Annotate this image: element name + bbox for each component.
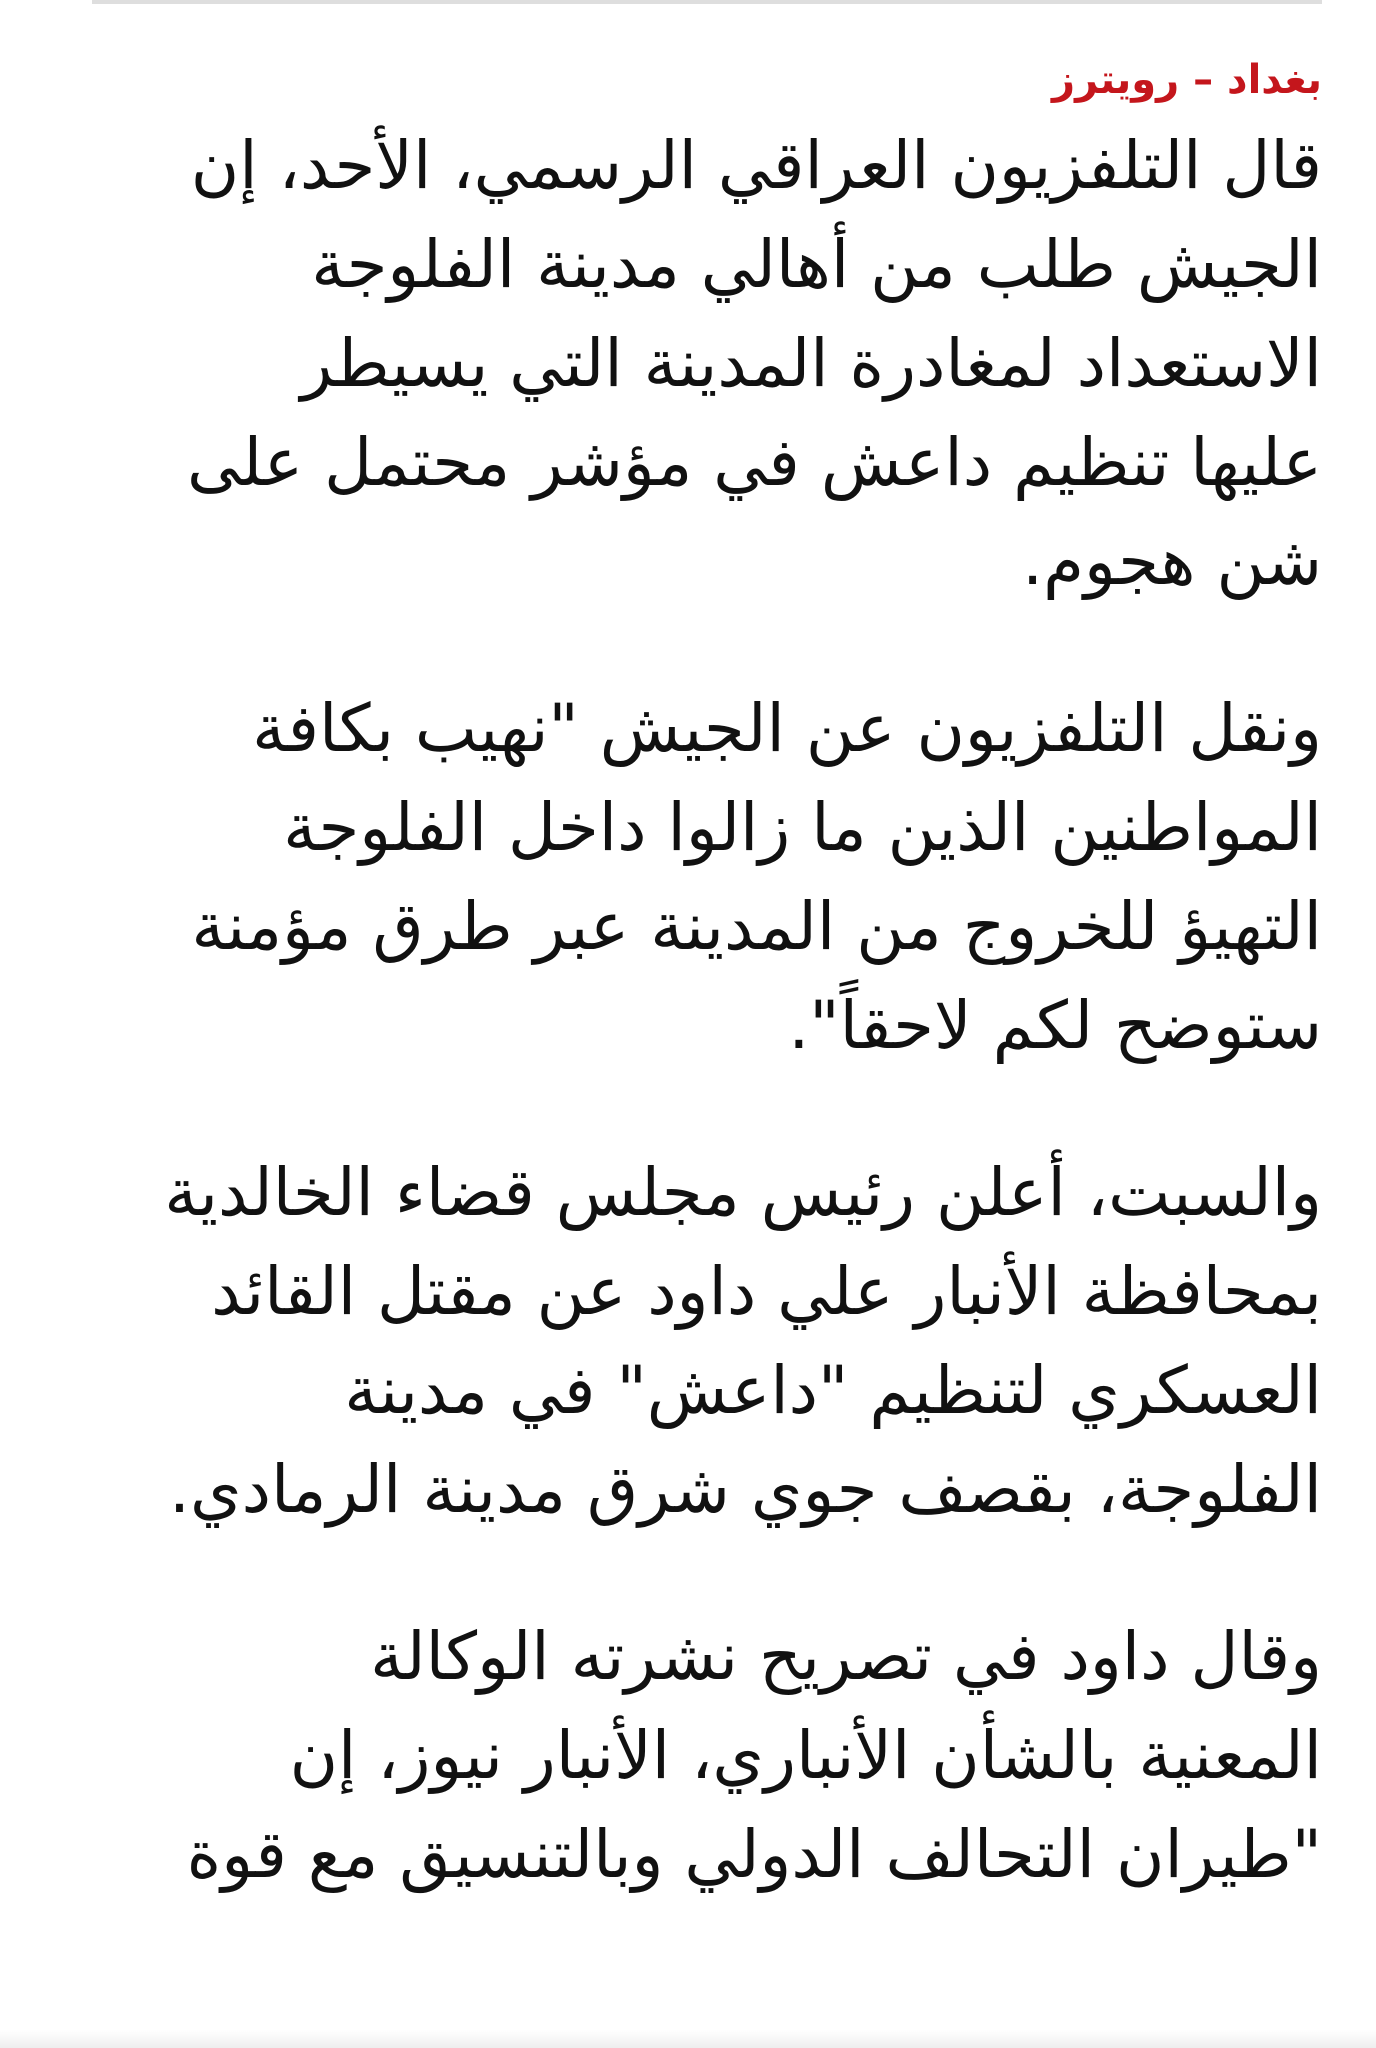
text-line: شن هجوم. [1022, 523, 1322, 600]
article-paragraph [82, 1607, 1322, 1904]
dateline: بغداد – رويترز [1052, 57, 1322, 103]
text-line: المواطنين الذين ما زالوا داخل الفلوجة [283, 789, 1322, 866]
text-line: "طيران التحالف الدولي وبالتنسيق مع قوة [186, 1816, 1322, 1893]
top-divider [92, 0, 1322, 4]
text-line: العسكري لتنظيم "داعش" في مدينة [344, 1352, 1322, 1429]
article-paragraph [82, 679, 1322, 1075]
text-line: عليها تنظيم داعش في مؤشر محتمل على [186, 424, 1322, 501]
article-paragraph [82, 1143, 1322, 1539]
text-line: الجيش طلب من أهالي مدينة الفلوجة [311, 226, 1322, 303]
text-line: المعنية بالشأن الأنباري، الأنبار نيوز، إن [289, 1717, 1322, 1794]
text-line: الاستعداد لمغادرة المدينة التي يسيطر [300, 325, 1322, 402]
text-line: بمحافظة الأنبار علي داود عن مقتل القائد [211, 1253, 1322, 1330]
text-line: التهيؤ للخروج من المدينة عبر طرق مؤمنة [191, 888, 1322, 965]
article-paragraph [82, 116, 1322, 611]
article-body [82, 44, 1322, 1972]
text-line: ستوضح لكم لاحقاً". [788, 987, 1322, 1064]
bottom-fade [0, 2030, 1376, 2048]
text-line: ونقل التلفزيون عن الجيش "نهيب بكافة [252, 690, 1322, 767]
text-line: الفلوجة، بقصف جوي شرق مدينة الرمادي. [169, 1451, 1322, 1528]
text-line: والسبت، أعلن رئيس مجلس قضاء الخالدية [164, 1154, 1322, 1231]
text-line: قال التلفزيون العراقي الرسمي، الأحد، إن [190, 127, 1322, 204]
text-line: وقال داود في تصريح نشرته الوكالة [370, 1618, 1322, 1695]
